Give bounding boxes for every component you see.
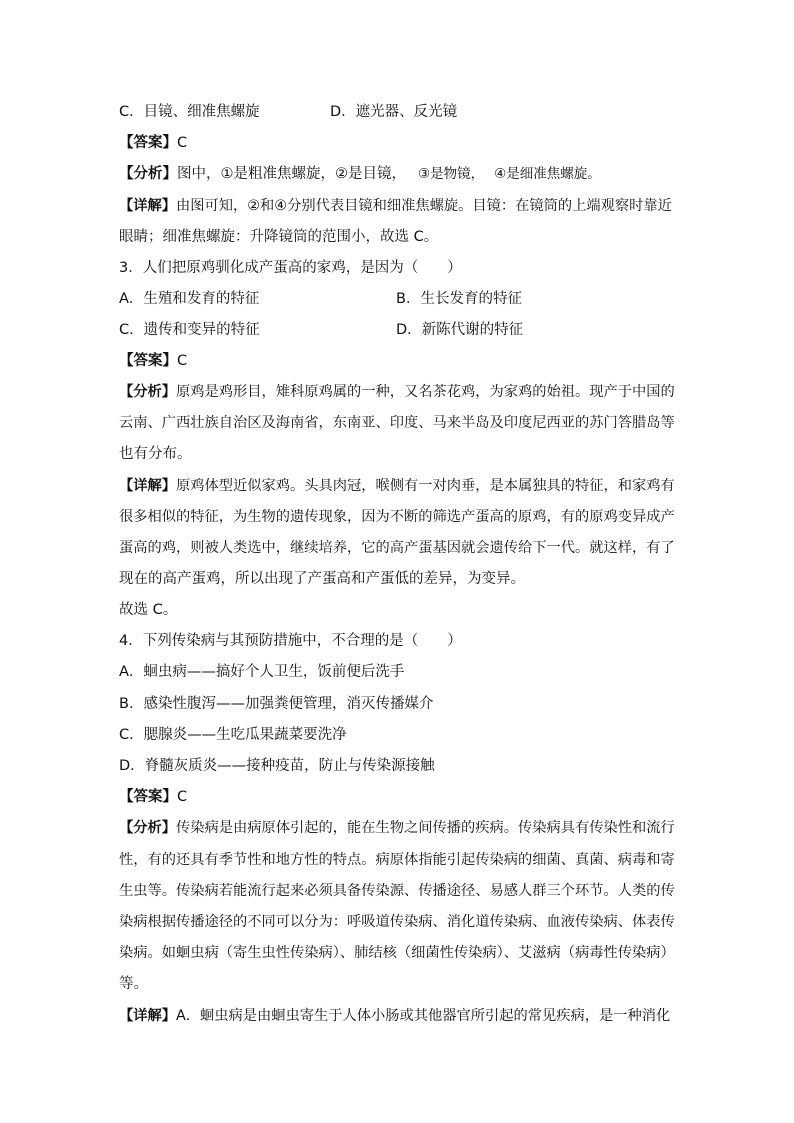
q2-detail-line-2: 眼睛；细准焦螺旋：升降镜筒的范围小，故选 C。: [119, 229, 439, 245]
answer-value: C: [177, 135, 188, 151]
q4-analysis-line-3: 生虫等。传染病若能流行起来必须具备传染源、传播途径、易感人群三个环节。人类的传: [119, 883, 675, 899]
q3-analysis-line-1: [119, 382, 675, 402]
q3-analysis-line-3: 也有分布。: [119, 446, 192, 462]
q4-analysis-line-5: 染病。如蛔虫病（寄生虫性传染病）、肺结核（细菌性传染病）、艾滋病（病毒性传染病）: [119, 945, 675, 961]
detail-tag: 【详解】: [119, 1008, 177, 1024]
analysis-text: 传染病是由病原体引起的，能在生物之间传播的疾病。传染病具有传染性和流行: [176, 820, 675, 836]
analysis-text: 原鸡是鸡形目，雉科原鸡属的一种，又名茶花鸡，为家鸡的始祖。现产于中国的: [176, 384, 675, 400]
q4-option-c: C．腮腺炎——生吃瓜果蔬菜要洗净: [119, 727, 347, 743]
answer-value: C: [177, 353, 188, 369]
q3-detail-line-1: [119, 476, 675, 496]
detail-text: 由图可知，②和④分别代表目镜和细准焦螺旋。目镜：在镜筒的上端观察时靠近: [176, 198, 672, 214]
analysis-tag: 【分析】: [119, 166, 177, 182]
q3-analysis-line-2: 云南、广西壮族自治区及海南省，东南亚、印度、马来半岛及印度尼西亚的苏门答腊岛等: [119, 415, 675, 431]
q2-answer: [119, 133, 187, 153]
q3-option-d: D．新陈代谢的特征: [396, 322, 524, 338]
q3-answer: [119, 351, 187, 371]
detail-tag: 【详解】: [119, 478, 177, 494]
detail-text: A．蛔虫病是由蛔虫寄生于人体小肠或其他器官所引起的常见疾病，是一种消化: [176, 1008, 671, 1024]
q3-detail-line-4: 现在的高产蛋鸡，所以出现了产蛋高和产蛋低的差异，为变异。: [119, 571, 525, 587]
q4-answer: [119, 787, 187, 807]
q4-analysis-line-2: 性，有的还具有季节性和地方性的特点。病原体指能引起传染病的细菌、真菌、病毒和寄: [119, 852, 675, 868]
q4-option-d: D．脊髓灰质炎——接种疫苗，防止与传染源接触: [119, 758, 435, 774]
q3-detail-line-3: 蛋高的鸡，则被人类选中，继续培养，它的高产蛋基因就会遗传给下一代。就这样，有了: [119, 540, 675, 556]
detail-text: 原鸡体型近似家鸡。头具肉冠，喉侧有一对肉垂，是本属独具的特征，和家鸡有: [176, 478, 675, 494]
q3-stem: 3．人们把原鸡驯化成产蛋高的家鸡，是因为（ ）: [119, 260, 462, 276]
q4-stem: 4．下列传染病与其预防措施中，不合理的是（ ）: [119, 633, 462, 649]
q3-option-a: A．生殖和发育的特征: [119, 291, 260, 307]
q2-option-d: D．遮光器、反光镜: [330, 104, 458, 120]
answer-tag: 【答案】: [119, 789, 177, 805]
answer-value: C: [177, 789, 188, 805]
q4-detail-line-1: [119, 1006, 670, 1026]
detail-tag: 【详解】: [119, 198, 177, 214]
analysis-text-3: ④是细准焦螺旋。: [494, 166, 601, 182]
q4-analysis-line-1: [119, 818, 675, 838]
analysis-tag: 【分析】: [119, 384, 177, 400]
q2-analysis: [119, 164, 601, 184]
analysis-text-1: 图中，①是粗准焦螺旋，②是目镜，: [177, 166, 406, 182]
q4-option-a: A．蛔虫病——搞好个人卫生，饭前便后洗手: [119, 664, 405, 680]
q3-option-c: C．遗传和变异的特征: [119, 322, 260, 338]
q4-analysis-line-6: 等。: [119, 976, 148, 992]
analysis-text-2: ③是物镜，: [418, 166, 485, 182]
q2-option-c: C．目镜、细准焦螺旋: [119, 104, 260, 120]
q2-detail-line-1: [119, 196, 672, 216]
q3-detail-line-2: 很多相似的特征，为生物的遗传现象，因为不断的筛选产蛋高的原鸡，有的原鸡变异成产: [119, 509, 675, 525]
q3-option-b: B．生长发育的特征: [396, 291, 522, 307]
answer-tag: 【答案】: [119, 353, 177, 369]
q4-analysis-line-4: 染病根据传播途径的不同可以分为：呼吸道传染病、消化道传染病、血液传染病、体表传: [119, 914, 675, 930]
answer-tag: 【答案】: [119, 135, 177, 151]
q3-detail-line-5: 故选 C。: [119, 602, 178, 618]
analysis-tag: 【分析】: [119, 820, 177, 836]
q4-option-b: B．感染性腹泻——加强粪便管理，消灭传播媒介: [119, 696, 434, 712]
